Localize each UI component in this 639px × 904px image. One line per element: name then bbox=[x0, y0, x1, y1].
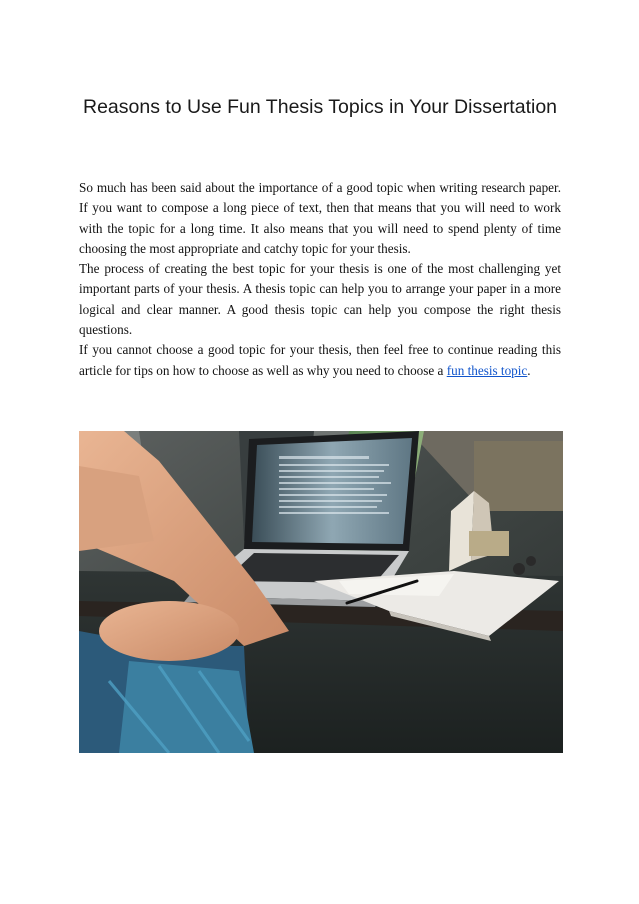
body-text bbox=[79, 178, 561, 381]
paragraph-1: So much has been said about the importance of a good topic when writing research paper. If you want to compose a long piece of text, then that means that you will need to work with the topic for a long time. It also means that you will need to spend plenty of time choosing the most appropriate and catchy topic for your thesis. bbox=[79, 180, 561, 256]
fun-thesis-topic-link[interactable]: fun thesis topic bbox=[446, 362, 528, 378]
page-title: Reasons to Use Fun Thesis Topics in Your Dissertation bbox=[82, 96, 558, 118]
paragraph-2: The process of creating the best topic for your thesis is one of the most challenging yet important parts of your thesis. A thesis topic can help you to arrange your paper in a more logical and clear manner. A good thesis topic can help you compose the right thesis questions. bbox=[79, 261, 561, 338]
photo-student-laptop bbox=[79, 431, 563, 753]
paragraph-3-end: . bbox=[527, 362, 531, 378]
paragraph-3 bbox=[79, 340, 561, 381]
paragraph-3-text: If you cannot choose a good topic for your thesis, then feel free to continue reading this article for tips on how to choose as well as why you need to choose a bbox=[79, 342, 561, 378]
